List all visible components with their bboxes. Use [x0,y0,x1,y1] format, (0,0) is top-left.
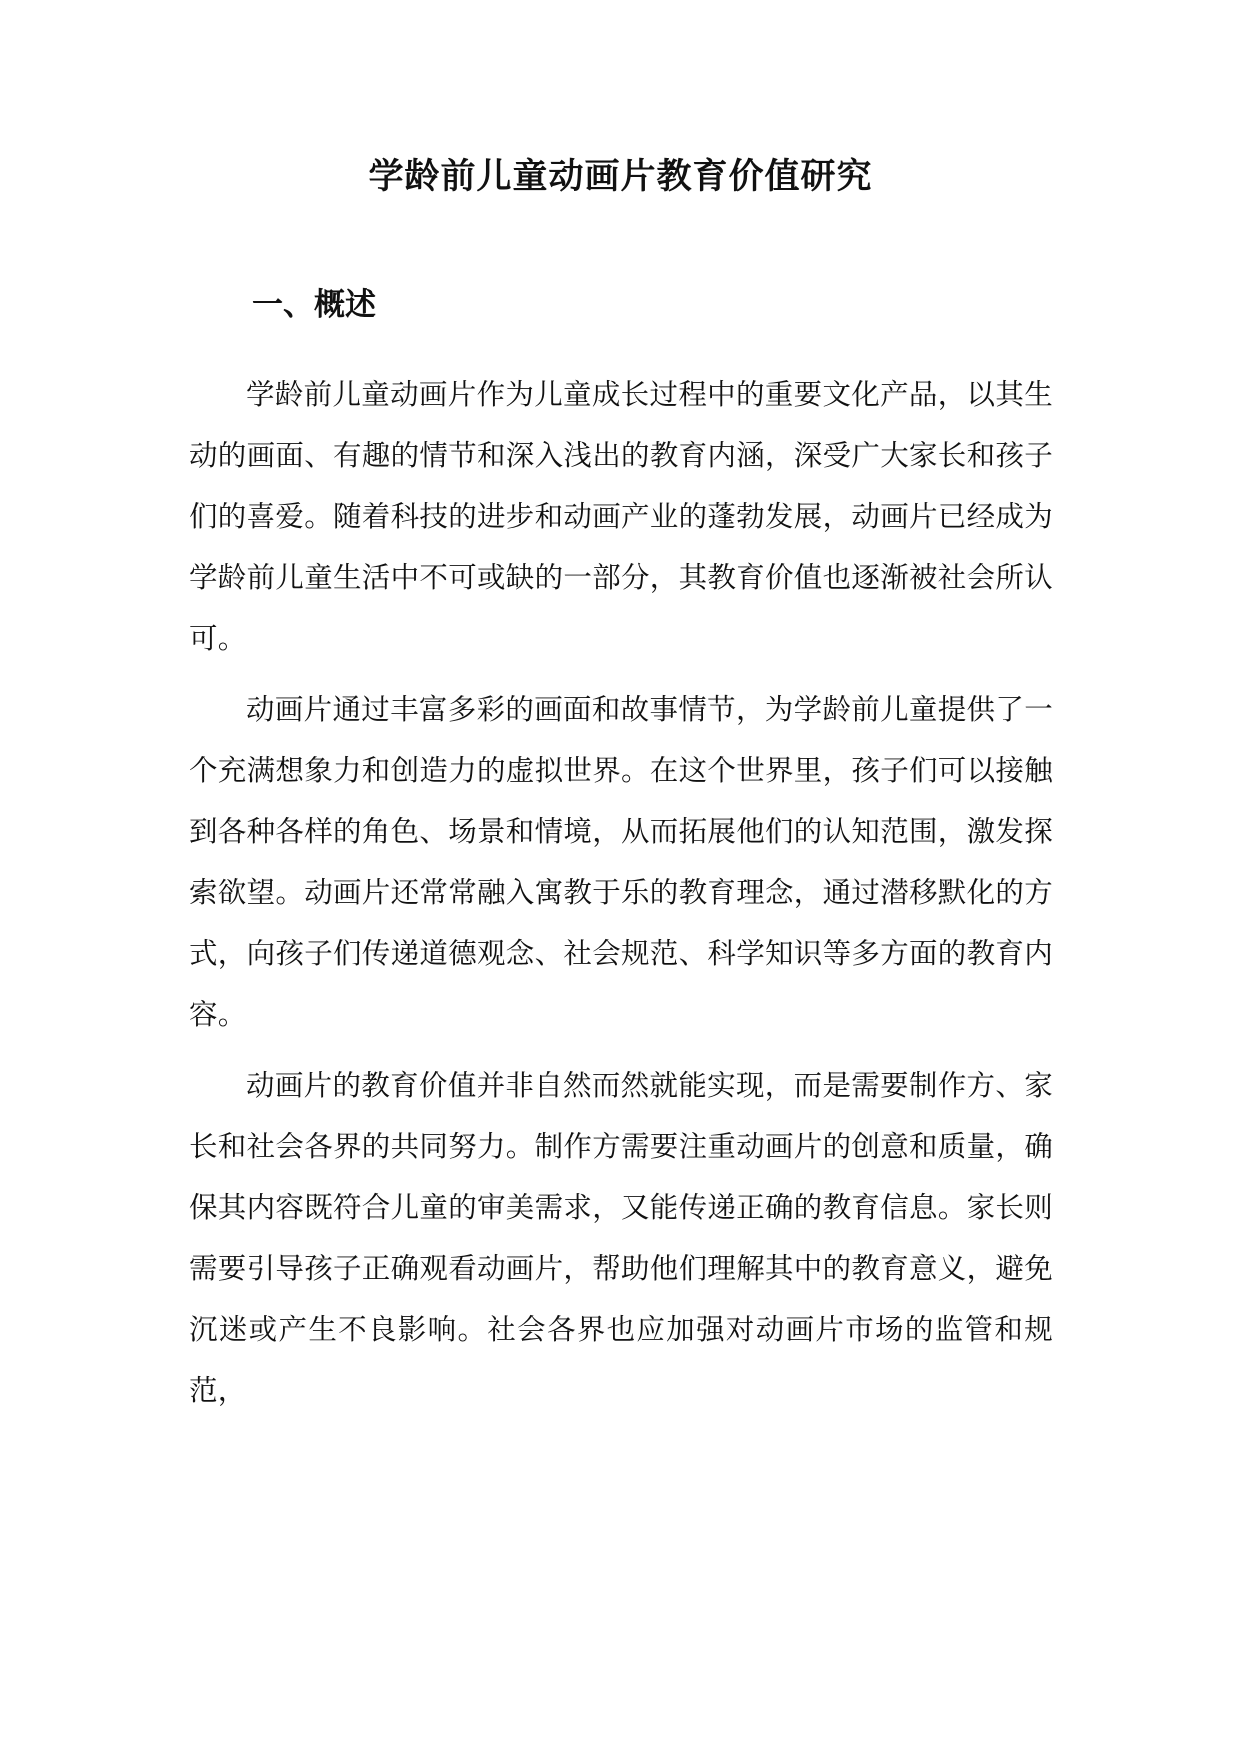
paragraph: 动画片通过丰富多彩的画面和故事情节，为学龄前儿童提供了一个充满想象力和创造力的虚拟世界。在这个世界里，孩子们可以接触到各种各样的角色、场景和情境，从而拓展他们的认知范围，激发探索欲望。动画片还常常融入寓教于乐的教育理念，通过潜移默化的方式，向孩子们传递道德观念、社会规范、科学知识等多方面的教育内容。 [189,693,1054,1031]
paragraph: 学龄前儿童动画片作为儿童成长过程中的重要文化产品，以其生动的画面、有趣的情节和深入浅出的教育内涵，深受广大家长和孩子们的喜爱。随着科技的进步和动画产业的蓬勃发展，动画片已经成为学龄前儿童生活中不可或缺的一部分，其教育价值也逐渐被社会所认可。 [189,378,1054,655]
body-text [189,364,1053,1421]
document-title: 学龄前儿童动画片教育价值研究 [368,156,873,197]
paragraph: 动画片的教育价值并非自然而然就能实现，而是需要制作方、家长和社会各界的共同努力。制作方需要注重动画片的创意和质量，确保其内容既符合儿童的审美需求，又能传递正确的教育信息。家长则需要引导孩子正确观看动画片，帮助他们理解其中的教育意义，避免沉迷或产生不良影响。社会各界也应加强对动画片市场的监管和规范， [189,1069,1054,1407]
section-heading: 一、概述 [252,287,376,323]
